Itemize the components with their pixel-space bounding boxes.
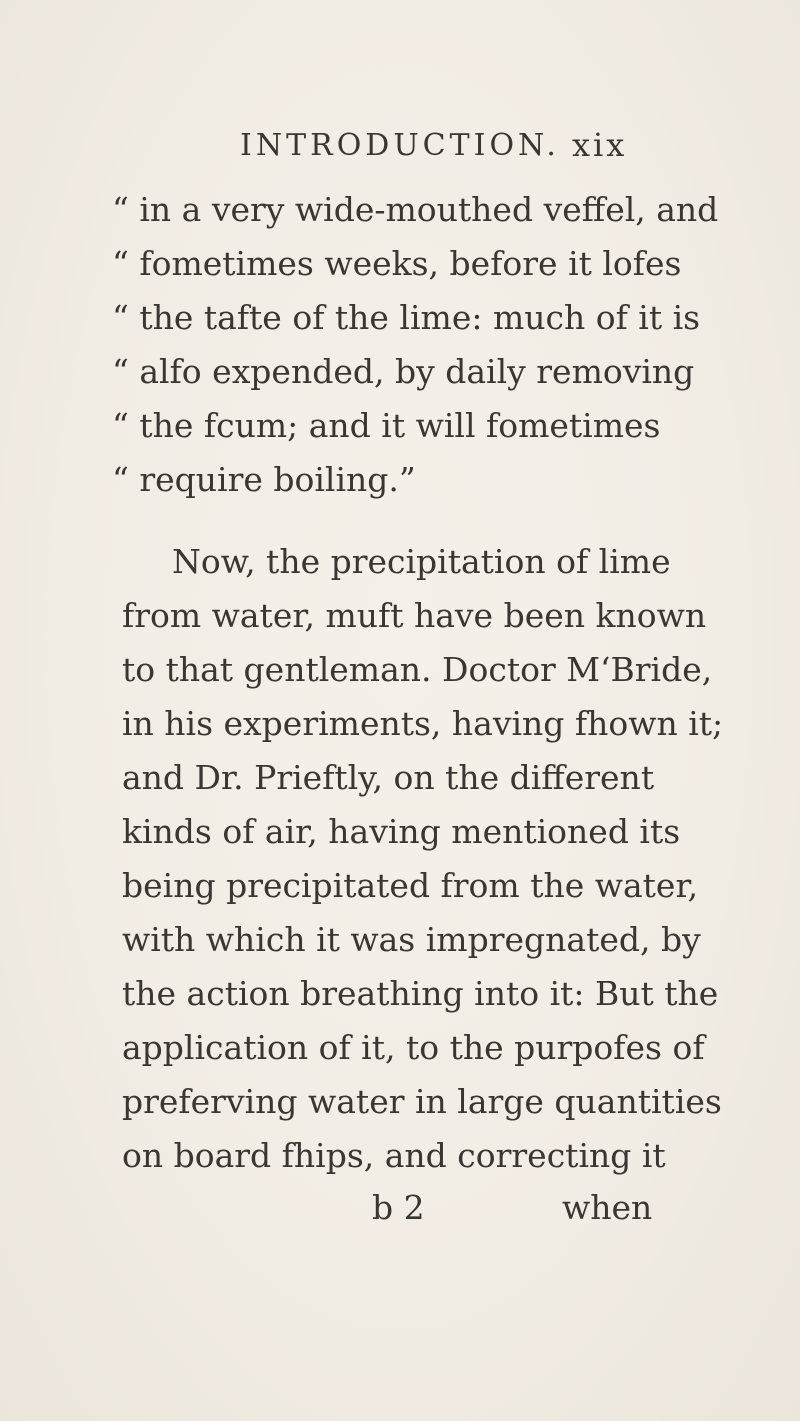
paragraph-line: to that gentleman. Doctor M‘Bride, bbox=[122, 650, 713, 689]
catchword: when bbox=[562, 1188, 653, 1227]
paragraph-line: being precipitated from the water, bbox=[122, 866, 699, 905]
quote-line: “ the tafte of the lime: much of it is bbox=[112, 298, 701, 337]
paragraph-line: application of it, to the purpofes of bbox=[122, 1028, 705, 1067]
quote-line: “ require boiling.” bbox=[112, 460, 416, 499]
running-title: INTRODUCTION. bbox=[240, 128, 560, 163]
quote-line: “ in a very wide-mouthed veffel, and bbox=[112, 190, 719, 229]
paragraph-line: with which it was impregnated, by bbox=[122, 920, 701, 959]
paragraph-line: preferving water in large quantities bbox=[122, 1082, 722, 1121]
page-number: xix bbox=[572, 126, 628, 164]
paragraph-line: and Dr. Prieftly, on the different bbox=[122, 758, 655, 797]
paragraph-line: on board fhips, and correcting it bbox=[122, 1136, 666, 1175]
quote-line: “ alfo expended, by daily removing bbox=[112, 352, 695, 391]
signature-mark: b 2 bbox=[372, 1188, 425, 1227]
paragraph-line: from water, muft have been known bbox=[122, 596, 707, 635]
paragraph-line: in his experiments, having fhown it; bbox=[122, 704, 724, 743]
quote-line: “ the fcum; and it will fometimes bbox=[112, 406, 661, 445]
paragraph-line: Now, the precipitation of lime bbox=[172, 542, 671, 581]
paragraph-line: the action breathing into it: But the bbox=[122, 974, 719, 1013]
paragraph-line: kinds of air, having mentioned its bbox=[122, 812, 681, 851]
running-header bbox=[240, 128, 660, 168]
quote-line: “ fometimes weeks, before it lofes bbox=[112, 244, 682, 283]
